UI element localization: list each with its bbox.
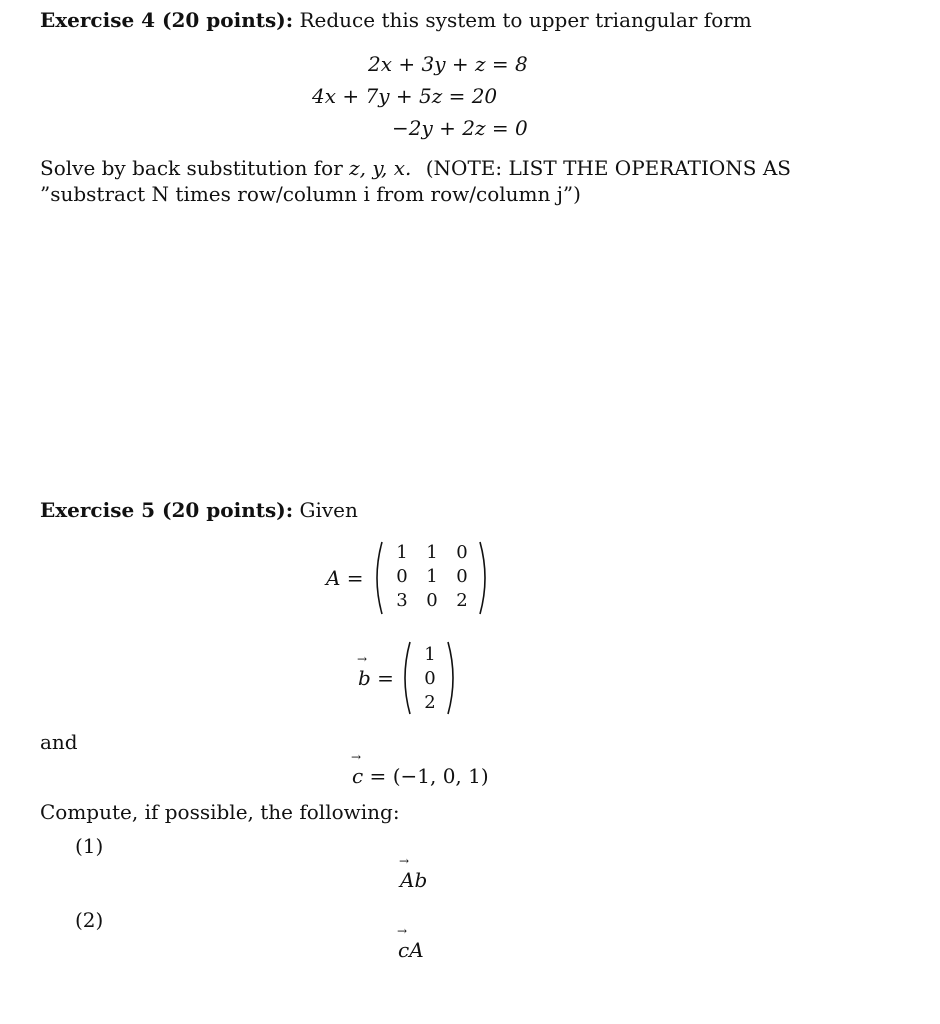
item-1-expression [400,868,427,892]
right-paren [446,640,460,716]
matrix-a-cell: 3 [396,590,408,611]
matrix-a-cell: 1 [426,566,438,587]
item-2-expression-text: → cA [398,938,424,962]
equation-1: 2x + 3y + z = 8 [368,52,528,76]
exercise-5-intro: Given [299,498,358,522]
vector-b-label-text: → b = [358,666,394,690]
compute-instruction: Compute, if possible, the following: [40,800,400,824]
matrix-a-cell: 0 [456,542,468,563]
matrix-a-cell: 2 [456,590,468,611]
exercise-5-heading: Exercise 5 (20 points): [40,498,294,522]
vector-c-expression [352,764,489,788]
vector-b [398,640,464,716]
equation-3: −2y + 2z = 0 [392,116,528,140]
matrix-a-label: A = [326,566,364,590]
and-text: and [40,730,78,754]
left-paren [370,540,384,616]
equation-2: 4x + 7y + 5z = 20 [312,84,498,108]
solve-instruction [40,156,791,180]
matrix-a-cell: 0 [456,566,468,587]
matrix-a [370,540,496,616]
exercise-4-intro: Reduce this system to upper triangular form [299,8,752,32]
matrix-a-cell: 1 [396,542,408,563]
matrix-a-cell: 0 [396,566,408,587]
exercise-4-heading: Exercise 4 (20 points): [40,8,294,32]
exercise-4-title [40,8,752,32]
note-line-1: (NOTE: LIST THE OPERATIONS AS [425,156,792,180]
left-paren [398,640,412,716]
vector-b-entry: 0 [424,668,436,689]
solve-variables: z, y, x. [349,156,412,180]
vector-c-value: (−1, 0, 1) [392,764,489,788]
matrix-a-cell: 0 [426,590,438,611]
item-1-expression-text: → Ab [400,868,427,892]
item-1-number: (1) [75,834,104,858]
matrix-a-cell: 1 [426,542,438,563]
exercise-5-title [40,498,358,522]
vector-c-label: → c = [352,764,386,788]
vector-b-entry: 1 [424,644,436,665]
note-line-2: ”substract N times row/column i from row/column j”) [40,182,581,206]
item-2-expression [398,938,424,962]
vector-b-entry: 2 [424,692,436,713]
item-2-number: (2) [75,908,104,932]
right-paren [478,540,492,616]
vector-b-label [358,666,394,690]
solve-prefix: Solve by back substitution for [40,156,343,180]
